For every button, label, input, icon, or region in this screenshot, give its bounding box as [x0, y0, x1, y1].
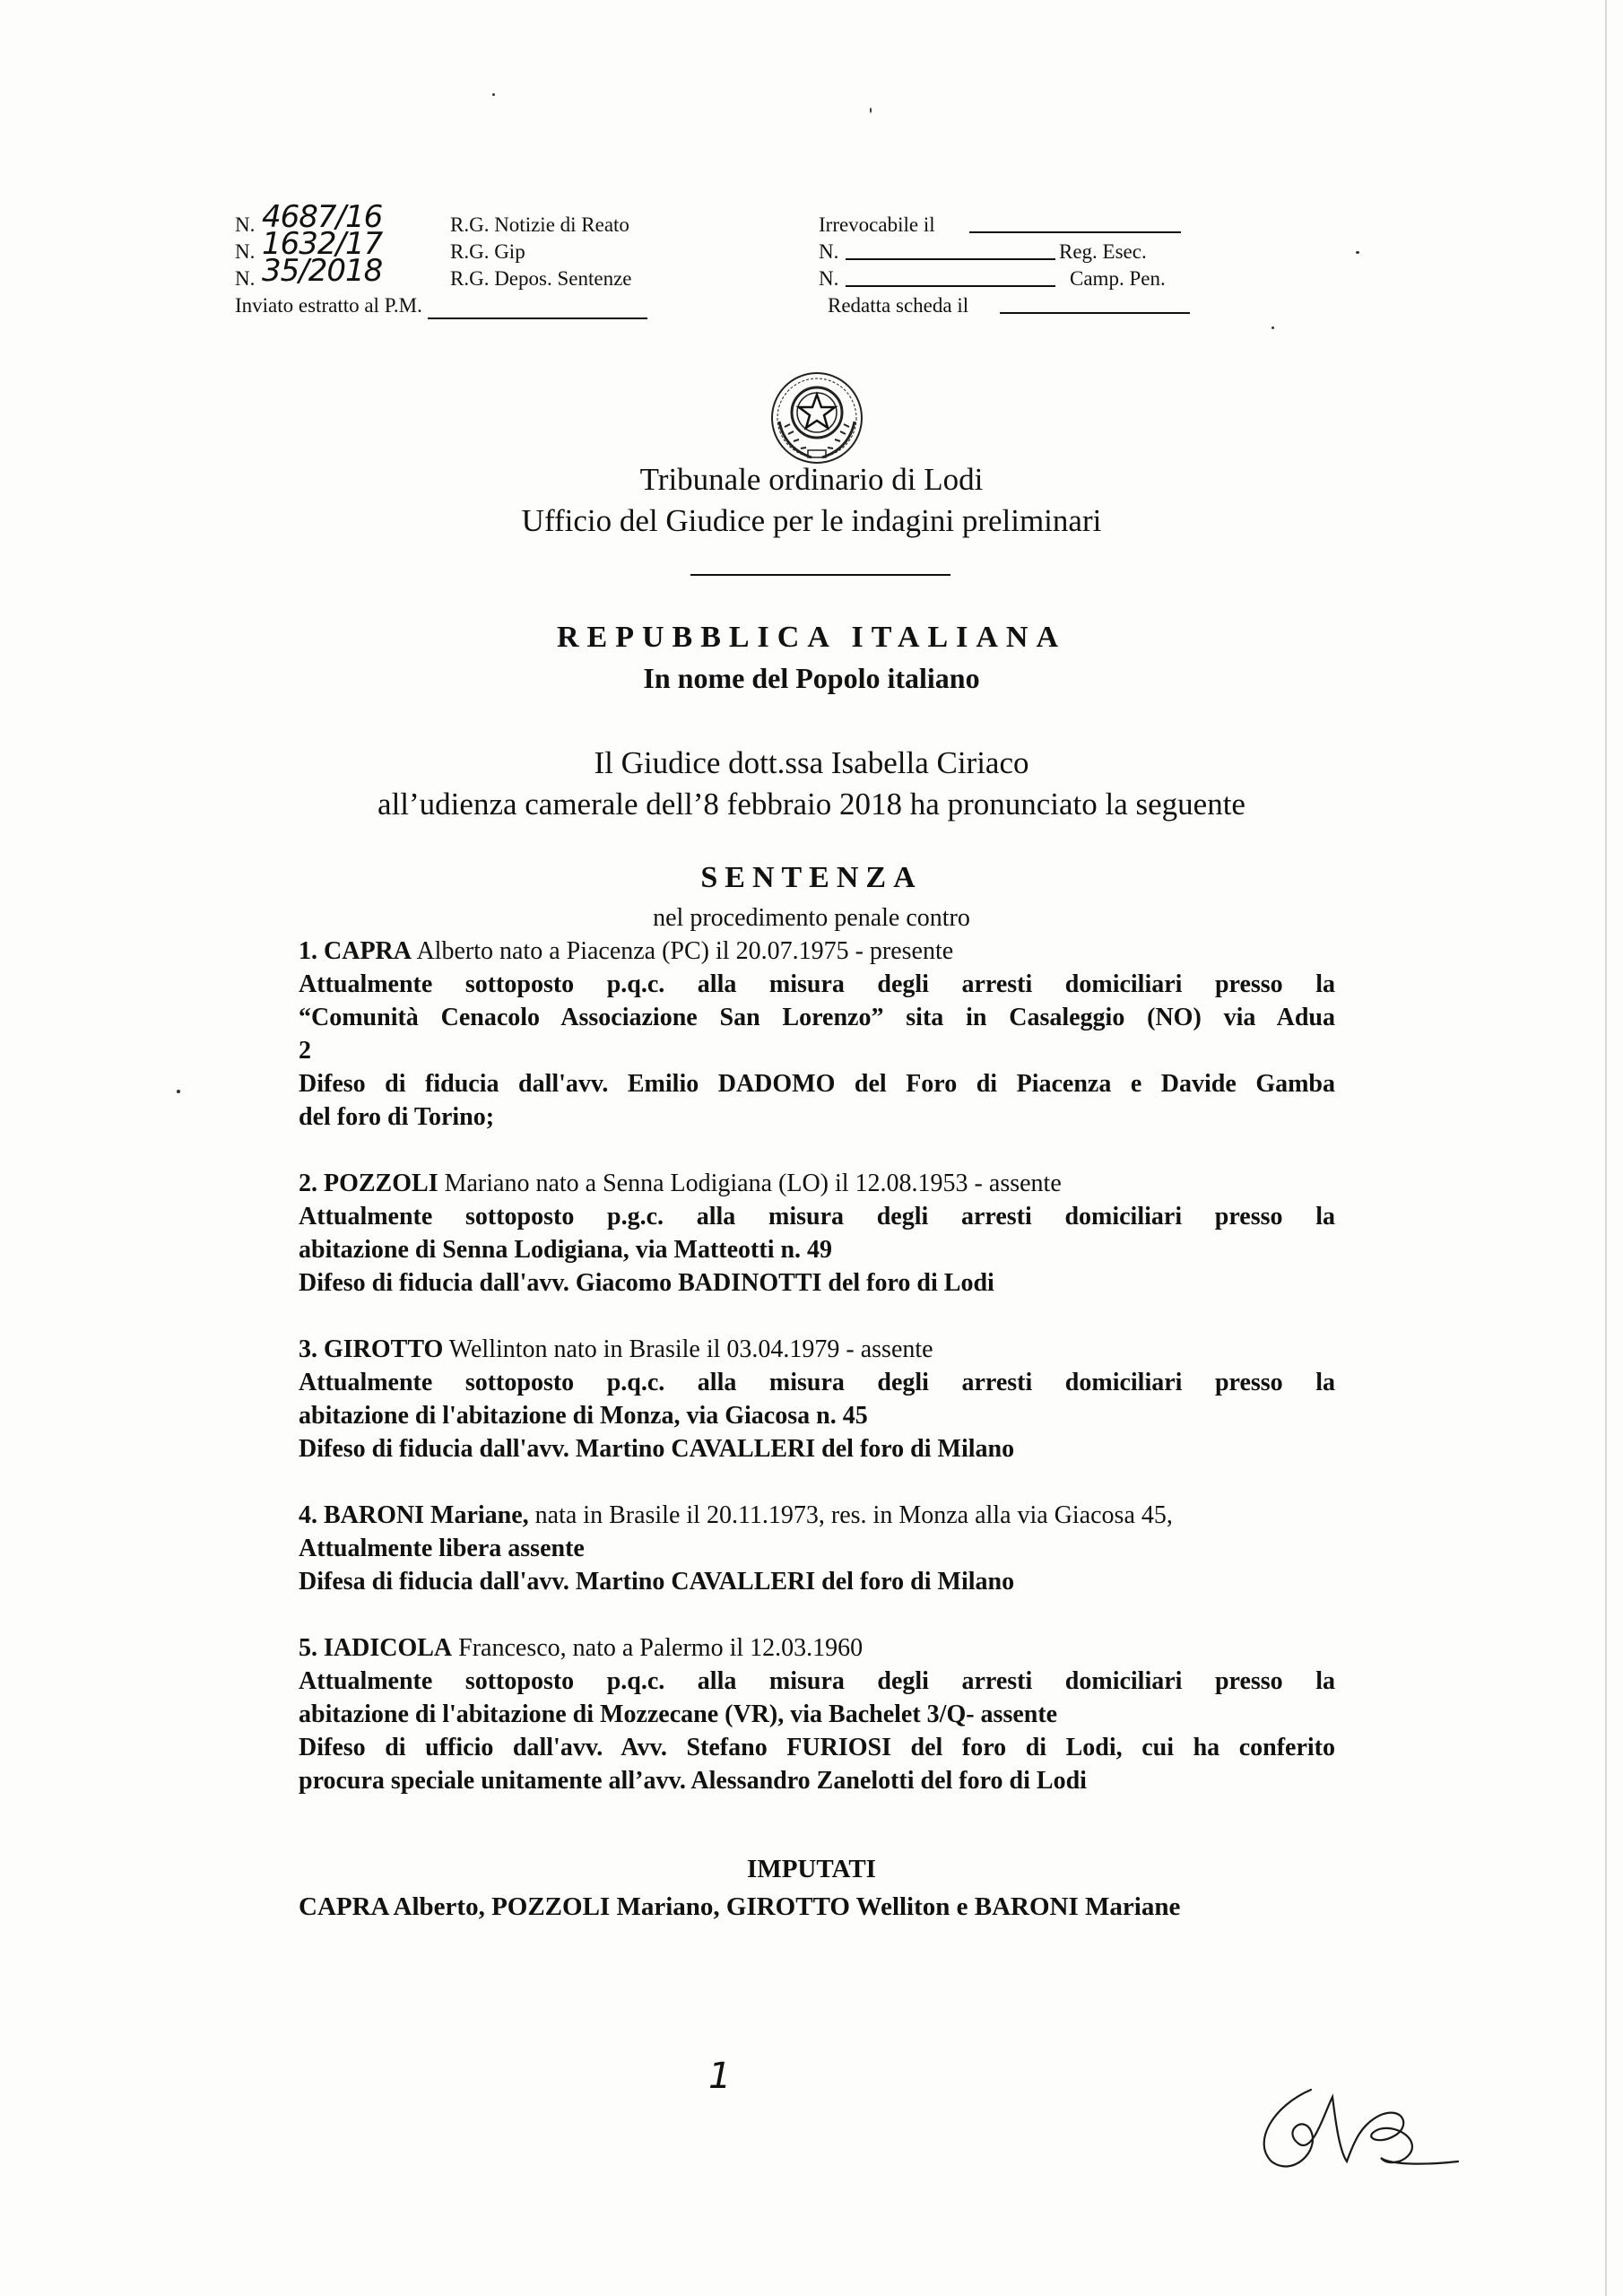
- camp-pen-label: Camp. Pen.: [1070, 267, 1166, 290]
- defendant-details: Francesco, nato a Palermo il 12.03.1960: [452, 1634, 864, 1662]
- defendant-surname: 3. GIROTTO: [299, 1335, 444, 1363]
- scan-speck: [1271, 326, 1274, 329]
- fill-line: [846, 265, 1055, 287]
- registry-prefix: N.: [235, 267, 256, 290]
- defense-line: Difeso di fiducia dall'avv. Martino CAVALLERI del foro di Milano: [299, 1435, 1015, 1463]
- registry-label: R.G. Notizie di Reato: [450, 213, 629, 236]
- status-line: Attualmente sottoposto p.g.c. alla misura degli arresti domiciliari presso la: [299, 1203, 1335, 1231]
- fill-line: [969, 212, 1181, 233]
- fill-line: [846, 239, 1055, 260]
- defendant-surname: 5. IADICOLA: [299, 1634, 453, 1662]
- defendant-details: Mariano nato a Senna Lodigiana (LO) il 12.08.1953 - assente: [438, 1170, 1062, 1197]
- court-name: Tribunale ordinario di Lodi: [639, 462, 984, 497]
- defendant-entry: [299, 1333, 1335, 1465]
- camp-number-prefix: N.: [819, 267, 839, 290]
- defendant-surname: 1. CAPRA: [299, 937, 412, 965]
- defendant-details: Alberto nato a Piacenza (PC) il 20.07.1975 - presente: [412, 937, 954, 965]
- defense-line: del foro di Torino;: [299, 1103, 495, 1131]
- scan-speck: [870, 108, 872, 113]
- status-line: Attualmente sottoposto p.q.c. alla misura degli arresti domiciliari presso la: [299, 1667, 1335, 1695]
- italian-republic-emblem-icon: [767, 368, 867, 468]
- divider: [690, 574, 950, 576]
- inviato-label: Inviato estratto al P.M.: [235, 294, 422, 317]
- page-edge-line: [1605, 0, 1607, 2296]
- status-line: “Comunità Cenacolo Associazione San Lorenzo” sita in Casaleggio (NO) via Adua: [299, 1004, 1335, 1031]
- defendants-list: [299, 935, 1335, 1831]
- registry-label: R.G. Gip: [450, 240, 525, 263]
- defense-line: Difesa di fiducia dall'avv. Martino CAVALLERI del foro di Milano: [299, 1568, 1015, 1596]
- handwritten-number: 1632/17: [262, 226, 383, 262]
- registry-prefix: N.: [235, 240, 256, 263]
- status-line: Attualmente sottoposto p.q.c. alla misura degli arresti domiciliari presso la: [299, 970, 1335, 998]
- defendant-details: Wellinton nato in Brasile il 03.04.1979 - assente: [443, 1335, 933, 1363]
- defendant-entry: [299, 1167, 1335, 1300]
- defendant-entry: [299, 935, 1335, 1134]
- defendant-entry: [299, 1631, 1335, 1797]
- status-line: Attualmente libera assente: [299, 1535, 585, 1562]
- defendant-details: nata in Brasile il 20.11.1973, res. in Monza alla via Giacosa 45,: [528, 1501, 1173, 1529]
- defendant-surname: 4. BARONI Mariane,: [299, 1501, 529, 1529]
- status-line: abitazione di l'abitazione di Mozzecane (VR), via Bachelet 3/Q- assente: [299, 1700, 1058, 1728]
- reg-esec-label: Reg. Esec.: [1059, 240, 1147, 263]
- hearing-line: all’udienza camerale dell’8 febbraio 2018 ha pronunciato la seguente: [378, 787, 1245, 822]
- popolo-heading: In nome del Popolo italiano: [643, 662, 980, 694]
- status-line: Attualmente sottoposto p.q.c. alla misura degli arresti domiciliari presso la: [299, 1369, 1335, 1396]
- defendant-surname: 2. POZZOLI: [299, 1170, 438, 1197]
- sentenza-subtitle: nel procedimento penale contro: [653, 904, 970, 932]
- page-number: 1: [708, 2056, 732, 2097]
- defense-line: Difeso di fiducia dall'avv. Giacomo BADINOTTI del foro di Lodi: [299, 1269, 994, 1297]
- imputati-names: CAPRA Alberto, POZZOLI Mariano, GIROTTO Welliton e BARONI Mariane: [299, 1892, 1181, 1921]
- court-office: Ufficio del Giudice per le indagini preliminari: [521, 503, 1102, 538]
- handwritten-number: 4687/16: [262, 199, 383, 235]
- republic-heading: REPUBBLICA ITALIANA: [556, 621, 1067, 654]
- scan-speck: [1356, 251, 1359, 254]
- judge-name: Il Giudice dott.ssa Isabella Ciriaco: [594, 745, 1029, 780]
- status-line: 2: [299, 1037, 311, 1065]
- scan-speck: [177, 1090, 180, 1093]
- court-heading: [0, 459, 1623, 542]
- status-line: abitazione di l'abitazione di Monza, via Giacosa n. 45: [299, 1402, 868, 1430]
- registry-prefix: N.: [235, 213, 256, 236]
- scan-speck: [492, 93, 495, 96]
- defense-line: procura speciale unitamente all’avv. Alessandro Zanelotti del foro di Lodi: [299, 1767, 1087, 1795]
- handwritten-number: 35/2018: [262, 253, 383, 289]
- defense-line: Difeso di fiducia dall'avv. Emilio DADOMO del Foro di Piacenza e Davide Gamba: [299, 1070, 1335, 1098]
- defense-line: Difeso di ufficio dall'avv. Avv. Stefano FURIOSI del foro di Lodi, cui ha conferito: [299, 1734, 1335, 1761]
- fill-line: [1000, 292, 1190, 314]
- sentenza-title: SENTENZA: [700, 861, 923, 894]
- signature-icon: [1246, 2079, 1462, 2178]
- imputati-heading: IMPUTATI: [747, 1855, 876, 1883]
- fill-line: [428, 300, 647, 319]
- defendant-entry: [299, 1499, 1335, 1598]
- registry-label: R.G. Depos. Sentenze: [450, 267, 632, 290]
- irrevocabile-label: Irrevocabile il: [819, 213, 935, 236]
- scheda-label: Redatta scheda il: [828, 294, 969, 317]
- reg-number-prefix: N.: [819, 240, 839, 263]
- status-line: abitazione di Senna Lodigiana, via Matteotti n. 49: [299, 1236, 833, 1264]
- judge-statement: [0, 743, 1623, 825]
